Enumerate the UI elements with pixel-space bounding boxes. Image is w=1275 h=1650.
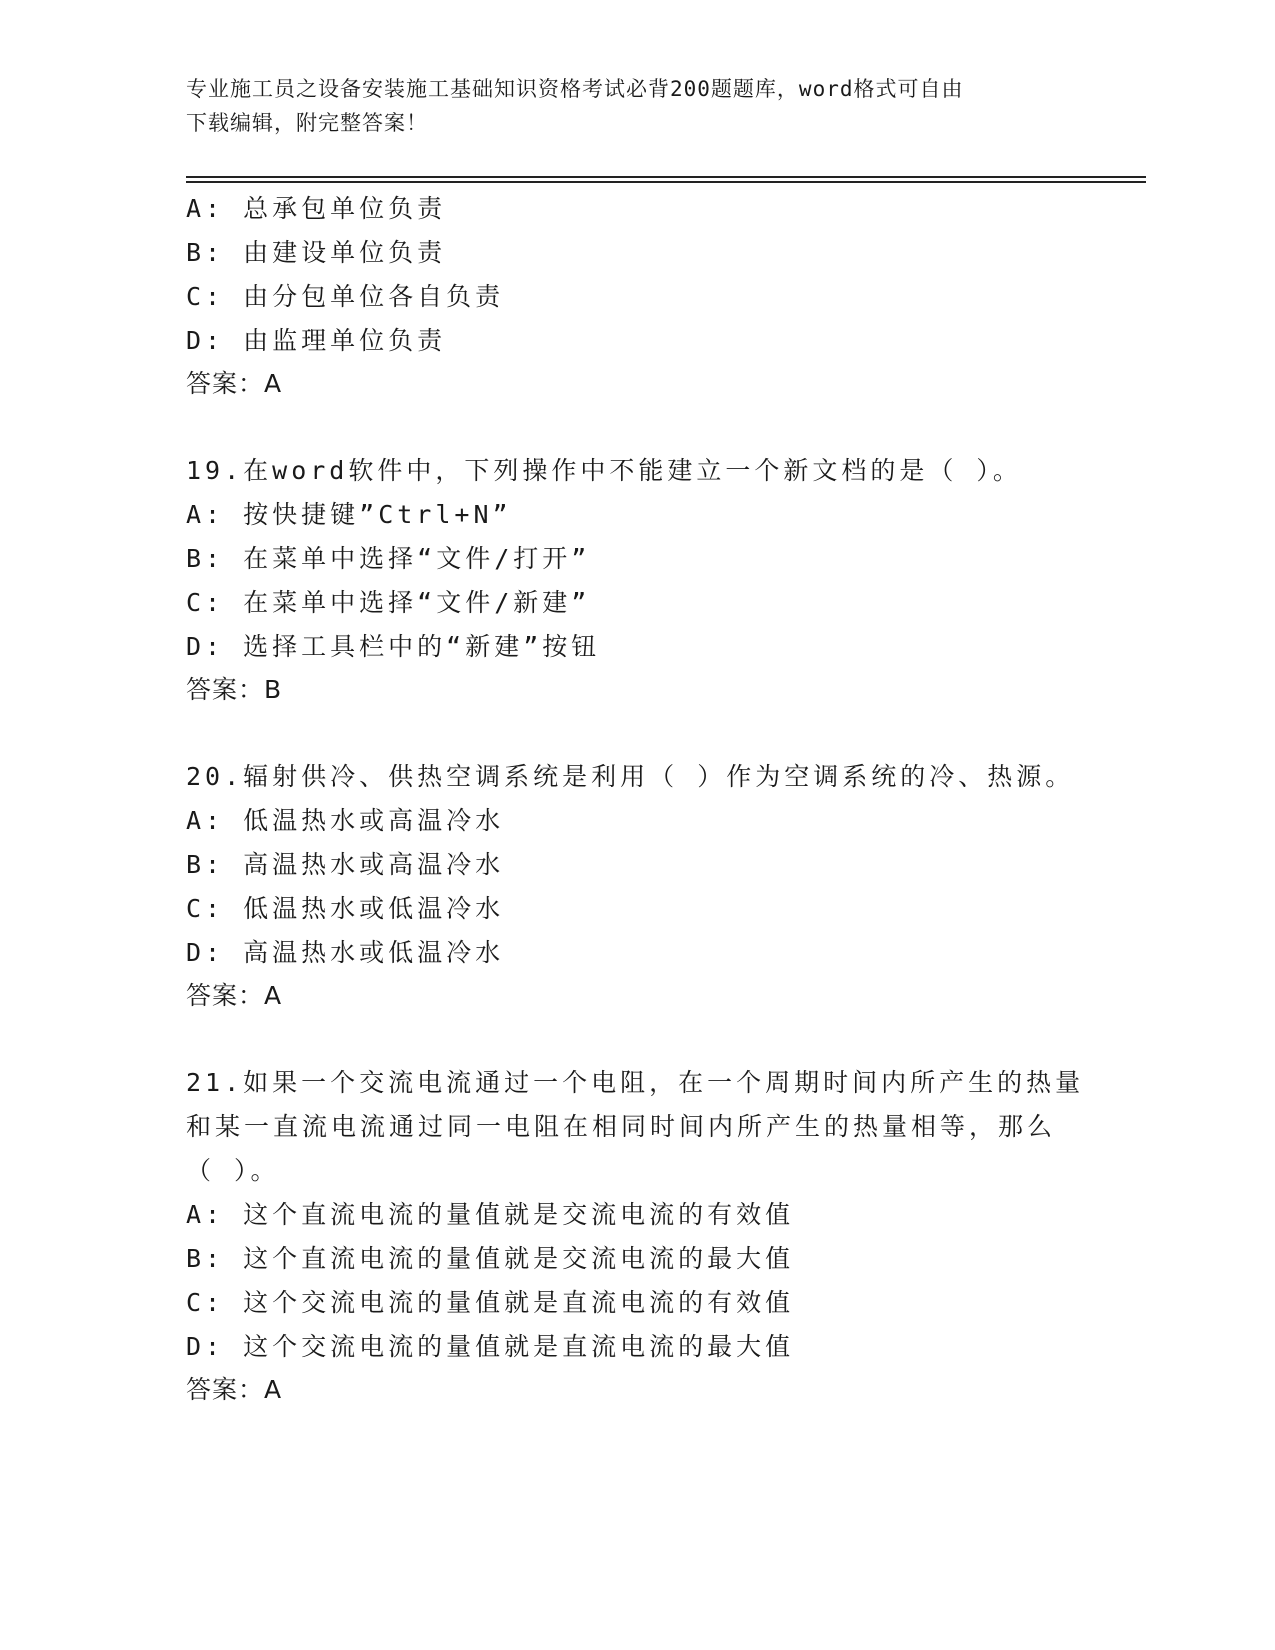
answer: 答案：B <box>186 675 283 704</box>
question-stem-line-2: 和某一直流电流通过同一电阻在相同时间内所产生的热量相等，那么 <box>186 1112 1057 1141</box>
option-a: A: 这个直流电流的量值就是交流电流的有效值 <box>186 1200 795 1229</box>
option-d: D: 这个交流电流的量值就是直流电流的最大值 <box>186 1332 795 1361</box>
option-b: B: 这个直流电流的量值就是交流电流的最大值 <box>186 1244 795 1273</box>
option-d: D: 高温热水或低温冷水 <box>186 938 505 967</box>
header-rule-bottom <box>186 181 1146 183</box>
header-line-1: 专业施工员之设备安装施工基础知识资格考试必背200题题库，word格式可自由 <box>186 77 964 101</box>
option-c: C: 低温热水或低温冷水 <box>186 894 505 923</box>
document-header <box>186 72 1066 140</box>
option-b: B: 由建设单位负责 <box>186 238 447 267</box>
option-b: B: 高温热水或高温冷水 <box>186 850 505 879</box>
option-d: D: 选择工具栏中的“新建”按钮 <box>186 632 601 661</box>
option-a: A: 总承包单位负责 <box>186 194 447 223</box>
option-d: D: 由监理单位负责 <box>186 326 447 355</box>
question-stem: 20.辐射供冷、供热空调系统是利用（ ）作为空调系统的冷、热源。 <box>186 762 1075 791</box>
option-a: A: 按快捷键”Ctrl+N” <box>186 500 512 529</box>
answer: 答案：A <box>186 369 283 398</box>
option-a: A: 低温热水或高温冷水 <box>186 806 505 835</box>
option-c: C: 在菜单中选择“文件/新建” <box>186 588 591 617</box>
header-line-2: 下载编辑，附完整答案！ <box>186 111 428 135</box>
option-c: C: 这个交流电流的量值就是直流电流的有效值 <box>186 1288 795 1317</box>
option-c: C: 由分包单位各自负责 <box>186 282 505 311</box>
answer: 答案：A <box>186 981 283 1010</box>
answer: 答案：A <box>186 1375 283 1404</box>
question-stem: 19.在word软件中，下列操作中不能建立一个新文档的是（ ）。 <box>186 456 1022 485</box>
option-b: B: 在菜单中选择“文件/打开” <box>186 544 591 573</box>
question-stem-line-3: （ ）。 <box>186 1156 280 1185</box>
question-stem-line-1: 21.如果一个交流电流通过一个电阻，在一个周期时间内所产生的热量 <box>186 1068 1085 1097</box>
header-rule-top <box>186 176 1146 178</box>
